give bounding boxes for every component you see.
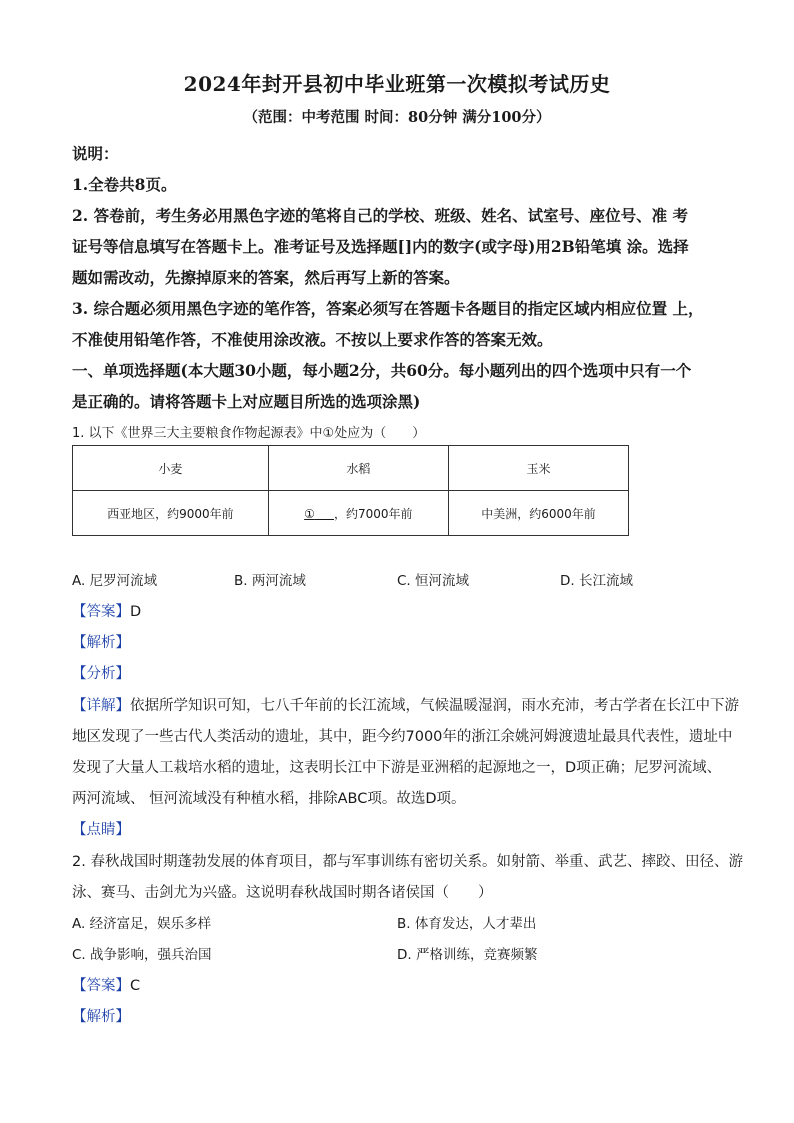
answer-tag: 【答案】	[72, 604, 130, 620]
table-cell: 中美洲，约6000年前	[448, 491, 628, 536]
instruction-line: 1.全卷共8页。	[72, 175, 177, 194]
table-header-cell: 玉米	[448, 446, 628, 491]
detail-tag: 【详解】	[72, 698, 130, 714]
detail-line: 发现了大量人工栽培水稻的遗址，这表明长江中下游是亚洲稻的起源地之一，D项正确；尼罗河流域、	[72, 760, 722, 776]
q1-fenxi	[72, 662, 130, 683]
answer-value: C	[130, 978, 141, 994]
section-heading-cont: 是正确的。请将答题卡上对应题目所选的选项涂黑)	[72, 392, 421, 411]
q2-analysis	[72, 1005, 130, 1026]
q2-option-b: B. 体育发达，人才辈出	[397, 916, 537, 932]
instructions-heading: 说明：	[72, 144, 119, 163]
q2-option-d: D. 严格训练，竞赛频繁	[397, 947, 538, 963]
table-row	[73, 491, 629, 536]
question-1-stem: 1. 以下《世界三大主要粮食作物起源表》中①处应为（ ）	[72, 426, 426, 441]
page-title: 2024年封开县初中毕业班第一次模拟考试历史	[183, 72, 611, 96]
question-2-stem-cont: 泳、赛马、击剑尤为兴盛。这说明春秋战国时期各诸侯国（ ）	[72, 885, 493, 901]
detail-line: 地区发现了一些古代人类活动的遗址，其中，距今约7000年的浙江余姚河姆渡遗址最具代表性，遗址中	[72, 729, 733, 745]
q1-option-d: D. 长江流域	[560, 573, 633, 589]
blank-marker	[304, 507, 334, 521]
q1-answer	[72, 600, 141, 621]
fenxi-tag: 【分析】	[72, 666, 130, 682]
answer-value: D	[130, 604, 142, 620]
table-header-cell: 小麦	[73, 446, 269, 491]
blank-number: ①	[304, 506, 315, 521]
q1-analysis	[72, 631, 130, 652]
analysis-tag: 【解析】	[72, 1009, 130, 1025]
answer-tag: 【答案】	[72, 978, 130, 994]
instruction-line: 2. 答卷前，考生务必用黑色字迹的笔将自己的学校、班级、姓名、试室号、座位号、准 考	[72, 206, 688, 225]
q2-option-a: A. 经济富足，娱乐多样	[72, 916, 212, 932]
instruction-line: 证号等信息填写在答题卡上。准考证号及选择题[]内的数字(或字母)用2B铅笔填 涂。选择	[72, 237, 689, 256]
dianjing-tag: 【点睛】	[72, 822, 130, 838]
q2-answer	[72, 974, 140, 995]
q2-option-c: C. 战争影响，强兵治国	[72, 947, 212, 963]
page-subtitle: （范围：中考范围 时间：80分钟 满分100分）	[243, 109, 551, 126]
detail-line: 两河流域、 恒河流域没有种植水稻，排除ABC项。故选D项。	[72, 791, 466, 807]
analysis-tag: 【解析】	[72, 635, 130, 651]
question-2-stem: 2. 春秋战国时期蓬勃发展的体育项目，都与军事训练有密切关系。如射箭、举重、武艺、摔跤、田径、游	[72, 854, 743, 870]
instruction-line: 不准使用铅笔作答，不准使用涂改液。不按以上要求作答的答案无效。	[72, 330, 553, 349]
table-cell	[268, 491, 448, 536]
instruction-line: 题如需改动，先擦掉原来的答案，然后再写上新的答案。	[72, 268, 460, 287]
instruction-line: 3. 综合题必须用黑色字迹的笔作答，答案必须写在答题卡各题目的指定区域内相应位置 上，	[72, 299, 704, 318]
section-heading: 一、单项选择题(本大题30小题，每小题2分，共60分。每小题列出的四个选项中只有一个	[72, 361, 692, 380]
detail-text: 依据所学知识可知，七八千年前的长江流域，气候温暖湿润，雨水充沛，考古学者在长江中下游	[130, 698, 739, 714]
table-header-cell: 水稻	[268, 446, 448, 491]
blank-suffix: ，约7000年前	[333, 506, 413, 521]
q1-option-c: C. 恒河流域	[397, 573, 470, 589]
q1-detail	[72, 694, 739, 715]
q1-option-a: A. 尼罗河流域	[72, 573, 158, 589]
q1-option-b: B. 两河流域	[234, 573, 306, 589]
crop-origin-table	[72, 445, 629, 536]
q1-dianjing	[72, 818, 130, 839]
table-cell: 西亚地区，约9000年前	[73, 491, 269, 536]
table-header-row	[73, 446, 629, 491]
